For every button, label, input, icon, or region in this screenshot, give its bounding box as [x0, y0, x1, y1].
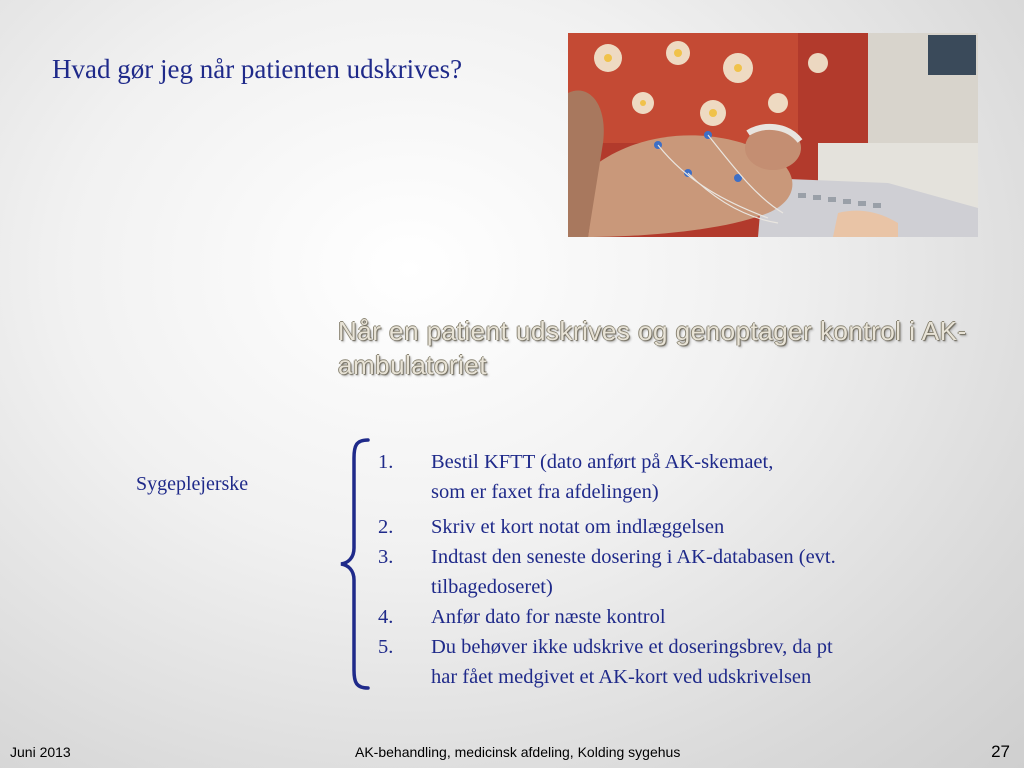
step-text: Bestil KFTT (dato anført på AK-skemaet,: [431, 451, 774, 473]
step-number: 1.: [378, 451, 394, 473]
slide-title: Hvad gør jeg når patienten udskrives?: [52, 54, 463, 84]
step-item: [378, 512, 1018, 542]
step-item: [378, 632, 1018, 692]
step-number: 3.: [378, 546, 394, 568]
step-text-cont: har fået medgivet et AK-kort ved udskrivelsen: [431, 666, 812, 688]
step-number: 5.: [378, 636, 394, 658]
step-item: [378, 542, 1018, 602]
footer-date: Juni 2013: [10, 744, 71, 760]
step-text: Du behøver ikke udskrive et doseringsbrev, da pt: [431, 636, 833, 658]
step-item: [378, 602, 1018, 632]
patient-photo: [568, 33, 978, 237]
photo-illustration: [568, 33, 978, 237]
step-text: Anfør dato for næste kontrol: [431, 606, 666, 628]
slide-number: 27: [991, 742, 1010, 761]
step-number: 4.: [378, 606, 394, 628]
section-subtitle: Når en patient udskrives og genoptager kontrol i AK-ambulatoriet: [338, 316, 967, 380]
step-text: Indtast den seneste dosering i AK-databasen (evt.: [431, 546, 836, 568]
footer-center: AK-behandling, medicinsk afdeling, Kolding sygehus: [355, 744, 681, 760]
step-number: 2.: [378, 516, 394, 538]
step-text-cont: tilbagedoseret): [431, 576, 553, 598]
role-label: Sygeplejerske: [136, 473, 249, 495]
step-text-cont: som er faxet fra afdelingen): [431, 481, 659, 503]
steps-list: [378, 447, 1018, 692]
step-item: [378, 447, 1018, 507]
left-brace: [338, 436, 372, 692]
step-text: Skriv et kort notat om indlæggelsen: [431, 516, 725, 538]
